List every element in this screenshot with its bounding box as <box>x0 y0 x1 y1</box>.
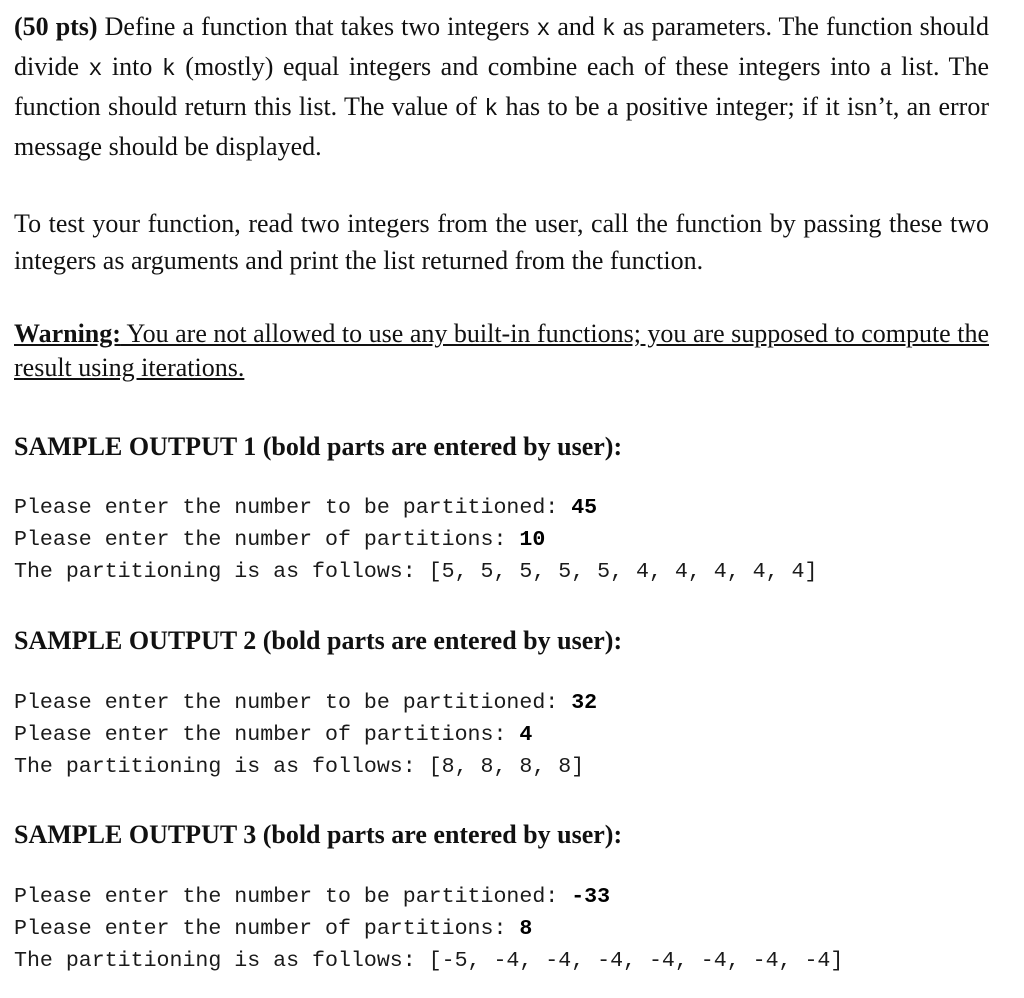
warning-note <box>14 317 989 385</box>
sample-output-1-heading: SAMPLE OUTPUT 1 (bold parts are entered by user): <box>14 432 623 461</box>
statement-text: and <box>550 12 602 41</box>
code-x: x <box>536 16 551 42</box>
user-input: 10 <box>519 528 546 552</box>
warning-label: Warning: <box>14 319 121 348</box>
user-input: -33 <box>571 885 611 909</box>
points-label: (50 pts) <box>14 12 98 41</box>
console-prompt: Please enter the number to be partitioned: <box>14 496 572 520</box>
statement-text: (mostly) equal integers and combine each of these integers into a list. The function should return this list. The value of <box>14 52 989 121</box>
code-x: x <box>88 56 103 82</box>
console-line <box>14 687 989 719</box>
console-prompt: Please enter the number to be partitioned: <box>14 691 572 715</box>
testing-instructions: To test your function, read two integers from the user, call the function by passing these two integers as arguments and print the list returned from the function. <box>14 209 989 275</box>
sample-output-2-console <box>14 687 989 783</box>
sample-output-3-console <box>14 881 989 977</box>
code-k: k <box>601 16 616 42</box>
sample-output-1-console <box>14 492 989 588</box>
console-result: The partitioning is as follows: [8, 8, 8, 8] <box>14 755 585 779</box>
code-k: k <box>484 96 499 122</box>
console-result: The partitioning is as follows: [5, 5, 5, 5, 5, 4, 4, 4, 4, 4] <box>14 560 818 584</box>
console-line <box>14 913 989 945</box>
problem-statement <box>14 8 989 165</box>
warning-text: You are not allowed to use any built-in functions; you are supposed to compute the result using iterations. <box>14 319 989 382</box>
console-result: The partitioning is as follows: [-5, -4, -4, -4, -4, -4, -4, -4] <box>14 949 844 973</box>
sample-output-3-heading: SAMPLE OUTPUT 3 (bold parts are entered by user): <box>14 820 623 849</box>
user-input: 8 <box>519 917 533 941</box>
console-prompt: Please enter the number of partitions: <box>14 528 520 552</box>
statement-text: as parameters. The function should divide <box>14 12 990 81</box>
user-input: 32 <box>571 691 598 715</box>
console-line <box>14 719 989 751</box>
console-line <box>14 524 989 556</box>
console-line <box>14 881 989 913</box>
statement-text: into <box>102 52 162 81</box>
statement-text: Define a function that takes two integers <box>97 12 537 41</box>
console-prompt: Please enter the number of partitions: <box>14 917 520 941</box>
sample-output-2-heading: SAMPLE OUTPUT 2 (bold parts are entered by user): <box>14 626 623 655</box>
console-line <box>14 492 989 524</box>
console-prompt: Please enter the number of partitions: <box>14 723 520 747</box>
console-prompt: Please enter the number to be partitioned: <box>14 885 572 909</box>
statement-text: has to be a positive integer; if it isn’t, an error message should be displayed. <box>14 92 989 161</box>
user-input: 4 <box>519 723 533 747</box>
code-k: k <box>161 56 176 82</box>
user-input: 45 <box>571 496 598 520</box>
